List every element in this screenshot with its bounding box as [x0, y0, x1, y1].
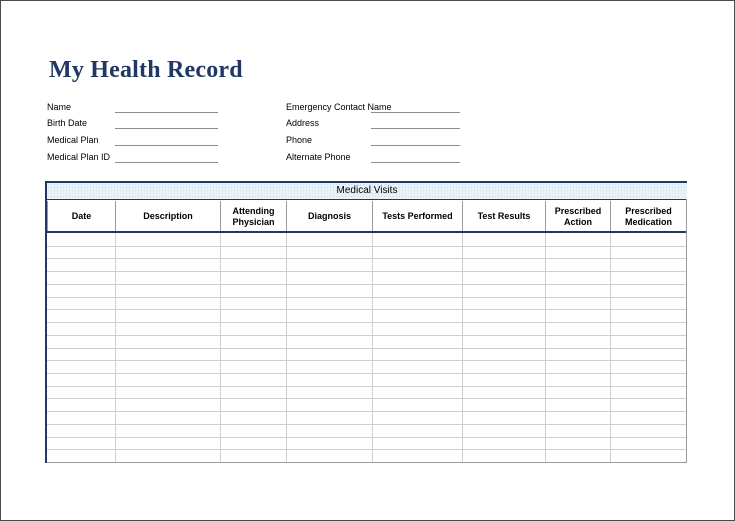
table-column-divider: [462, 233, 463, 463]
table-row: [47, 360, 687, 361]
table-row: [47, 437, 687, 438]
table-row: [47, 424, 687, 425]
table-row: [47, 373, 687, 374]
table-column-divider: [286, 233, 287, 463]
table-row: [47, 284, 687, 285]
table-row: [47, 398, 687, 399]
emergency-contact-field[interactable]: [371, 112, 460, 113]
phone-field[interactable]: [371, 145, 460, 146]
table-row: [47, 386, 687, 387]
address-field[interactable]: [371, 128, 460, 129]
column-header-prescribed-action: Prescribed Action: [545, 201, 610, 232]
table-row: [47, 449, 687, 450]
table-row: [47, 335, 687, 336]
birth-date-label: Birth Date: [47, 118, 88, 128]
medical-plan-label: Medical Plan: [47, 135, 99, 145]
table-row: [47, 411, 687, 412]
table-column-divider: [220, 233, 221, 463]
column-header-date: Date: [47, 201, 115, 232]
medical-plan-id-field[interactable]: [115, 162, 218, 163]
table-row: [47, 271, 687, 272]
medical-plan-field[interactable]: [115, 145, 218, 146]
table-row: [47, 297, 687, 298]
name-field[interactable]: [115, 112, 218, 113]
column-header-tests-performed: Tests Performed: [372, 201, 462, 232]
table-column-divider: [545, 233, 546, 463]
column-header-attending-physician: Attending Physician: [220, 201, 286, 232]
medical-visits-table: [45, 181, 687, 463]
page-title: My Health Record: [49, 57, 243, 83]
emergency-contact-label: Emergency Contact Name: [286, 102, 392, 112]
alternate-phone-field[interactable]: [371, 162, 460, 163]
table-row: [47, 348, 687, 349]
address-label: Address: [286, 118, 320, 128]
medical-plan-id-label: Medical Plan ID: [47, 152, 111, 162]
column-header-test-results: Test Results: [462, 201, 545, 232]
table-header-divider: [47, 231, 687, 233]
medical-visits-header: [47, 183, 687, 200]
phone-label: Phone: [286, 135, 313, 145]
table-column-divider: [610, 233, 611, 463]
table-row: [47, 258, 687, 259]
medical-visits-title: Medical Visits: [336, 185, 398, 196]
alternate-phone-label: Alternate Phone: [286, 152, 351, 162]
table-column-divider: [372, 233, 373, 463]
table-bottom-border: [47, 462, 687, 463]
column-header-prescribed-medication: Prescribed Medication: [610, 201, 686, 232]
table-row: [47, 246, 687, 247]
column-header-description: Description: [115, 201, 220, 232]
table-row: [47, 309, 687, 310]
column-header-diagnosis: Diagnosis: [286, 201, 372, 232]
table-column-divider: [115, 233, 116, 463]
table-row: [47, 322, 687, 323]
table-right-border: [686, 199, 687, 463]
name-label: Name: [47, 102, 72, 112]
birth-date-field[interactable]: [115, 128, 218, 129]
